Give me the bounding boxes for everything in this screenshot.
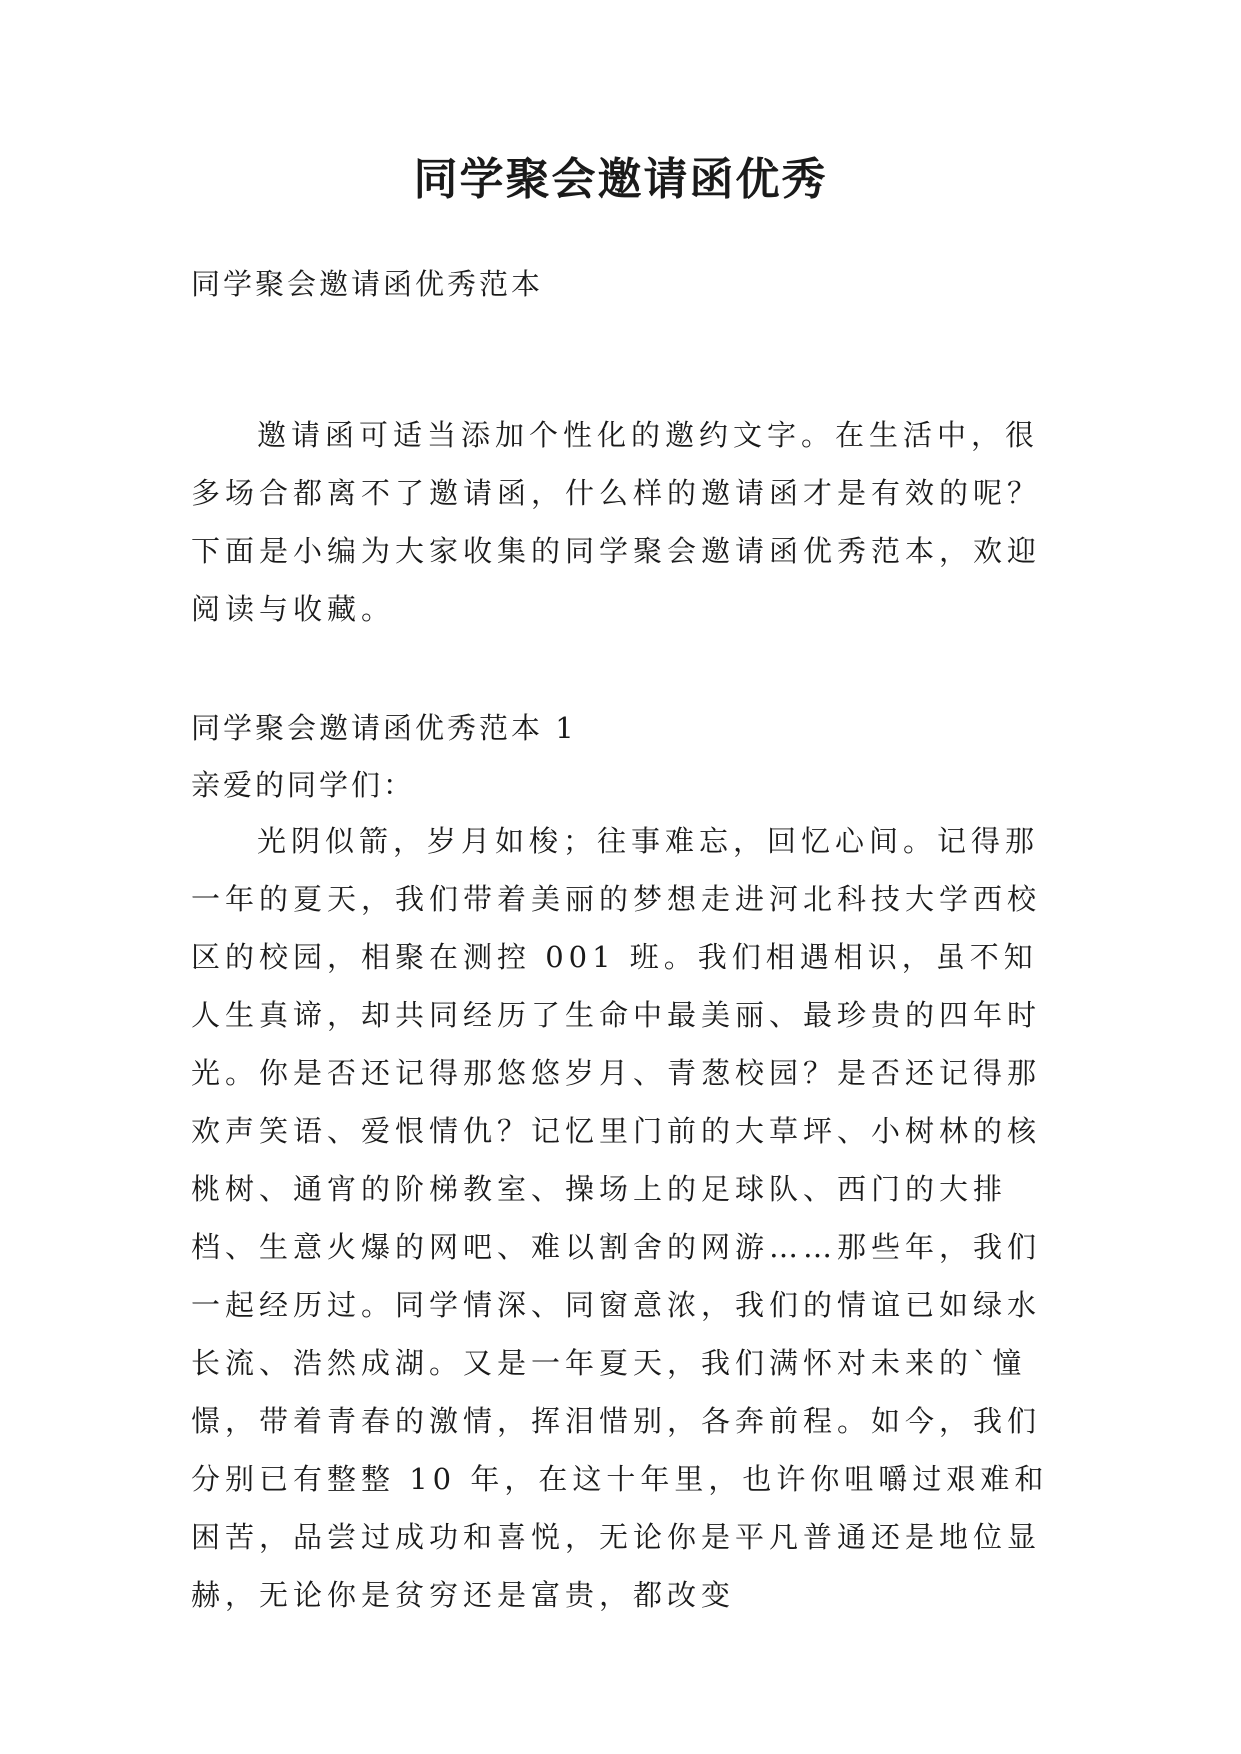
intro-paragraph: 邀请函可适当添加个性化的邀约文字。在生活中，很多场合都离不了邀请函，什么样的邀请函才是有效的呢？下面是小编为大家收集的同学聚会邀请函优秀范本，欢迎阅读与收藏。: [191, 418, 1042, 626]
document-title: 同学聚会邀请函优秀: [413, 154, 828, 205]
document-subtitle: 同学聚会邀请函优秀范本: [191, 267, 544, 301]
body-paragraph: 光阴似箭，岁月如梭；往事难忘，回忆心间。记得那一年的夏天，我们带着美丽的梦想走进河北科技大学西校区的校园，相聚在测控 001 班。我们相遇相识，虽不知人生真谛，却共同经历了生命中最美丽、最珍贵的四年时光。你是否还记得那悠悠岁月、青葱校园？是否还记得那欢声笑语、爱恨情仇？记忆里门前的大草坪、小树林的核桃树、通宵的阶梯教室、操场上的足球队、西门的大排档、生意火爆的网吧、难以割舍的网游……那些年，我们一起经历过。同学情深、同窗意浓，我们的情谊已如绿水长流、浩然成湖。又是一年夏天，我们满怀对未来的`憧憬，带着青春的激情，挥泪惜别，各奔前程。如今，我们分别已有整整 10 年，在这十年里，也许你咀嚼过艰难和困苦，品尝过成功和喜悦，无论你是平凡普通还是地位显赫，无论你是贫穷还是富贵，都改变: [191, 824, 1049, 1612]
salutation: 亲爱的同学们：: [191, 768, 416, 802]
section-title: 同学聚会邀请函优秀范本 1: [191, 711, 577, 745]
